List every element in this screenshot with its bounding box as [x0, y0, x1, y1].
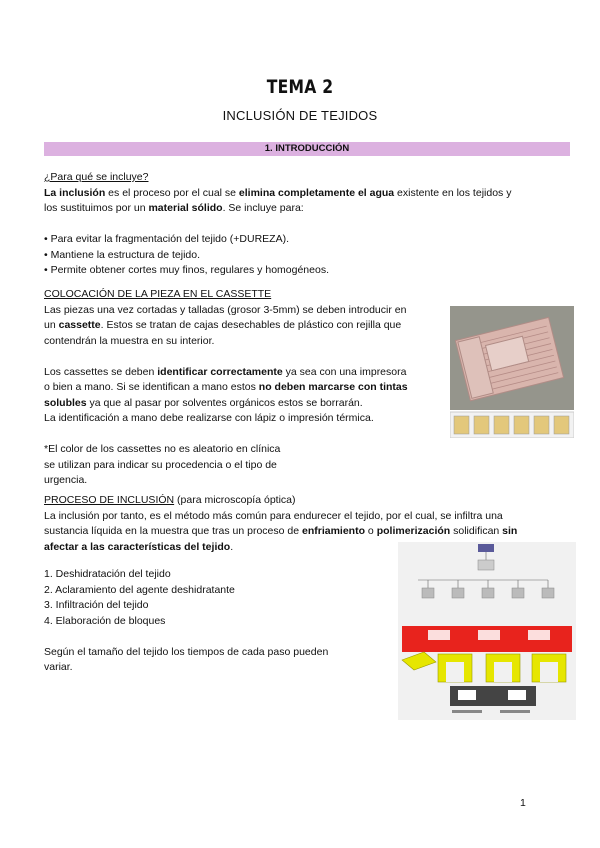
- intro-section: [44, 170, 570, 279]
- cassette-note: urgencia.: [44, 474, 88, 486]
- cassette-heading: COLOCACIÓN DE LA PIEZA EN EL CASSETTE: [44, 288, 272, 300]
- process-heading-line: PROCESO DE INCLUSIÓN (para microscopía óptica): [44, 494, 296, 506]
- cassette-line: solubles ya que al pasar por solventes orgánicos estos se borrarán.: [44, 396, 363, 409]
- page-title: TEMA 2: [266, 76, 334, 98]
- process-steps: [44, 567, 374, 676]
- process-note: Según el tamaño del tejido los tiempos de cada paso pueden: [44, 645, 329, 658]
- process-line: afectar a las características del tejido.: [44, 540, 234, 553]
- process-line: La inclusión por tanto, es el método más común para endurecer el tejido, por el cual, se infiltra una: [44, 509, 503, 522]
- cassette-line: Los cassettes se deben identificar correctamente ya sea con una impresora: [44, 365, 407, 378]
- process-diagram: [398, 542, 576, 720]
- cassette-line: un cassette. Estos se tratan de cajas desechables de plástico con rejilla que: [44, 319, 402, 331]
- process-line: sustancia líquida en la muestra que tras un proceso de enfriamiento o polimerización solidifican sin: [44, 525, 518, 537]
- step-item: 2. Aclaramiento del agente deshidratante: [44, 583, 235, 596]
- step-item: 1. Deshidratación del tejido: [44, 568, 171, 580]
- intro-line-2: los sustituimos por un material sólido. Se incluye para:: [44, 202, 304, 214]
- cassette-note: se utilizan para indicar su procedencia o el tipo de: [44, 458, 277, 471]
- page-number: 1: [520, 797, 526, 809]
- bullet-item: • Permite obtener cortes muy finos, regulares y homogéneos.: [44, 264, 329, 276]
- cassette-note: *El color de los cassettes no es aleatorio en clínica: [44, 443, 281, 455]
- process-note: variar.: [44, 661, 73, 673]
- cassette-line: La identificación a mano debe realizarse con lápiz o impresión térmica.: [44, 412, 374, 424]
- intro-line-1: La inclusión es el proceso por el cual se elimina completamente el agua existente en los tejidos y: [44, 186, 512, 199]
- bullet-item: • Mantiene la estructura de tejido.: [44, 248, 201, 261]
- cassette-line: o bien a mano. Si se identifican a mano estos no deben marcarse con tintas: [44, 381, 408, 393]
- cassette-line: contendrán la muestra en su interior.: [44, 334, 215, 347]
- page-subtitle: INCLUSIÓN DE TEJIDOS: [222, 108, 378, 123]
- cassette-section: [44, 287, 444, 489]
- cassette-line: Las piezas una vez cortadas y talladas (grosor 3-5mm) se deben introducir en: [44, 303, 407, 316]
- bullet-item: • Para evitar la fragmentación del tejido (+DUREZA).: [44, 233, 289, 245]
- step-item: 4. Elaboración de bloques: [44, 614, 166, 627]
- intro-question: ¿Para qué se incluye?: [44, 171, 149, 183]
- section-header: 1. INTRODUCCIÓN: [44, 142, 570, 156]
- step-item: 3. Infiltración del tejido: [44, 599, 149, 611]
- cassette-photo: [450, 306, 574, 438]
